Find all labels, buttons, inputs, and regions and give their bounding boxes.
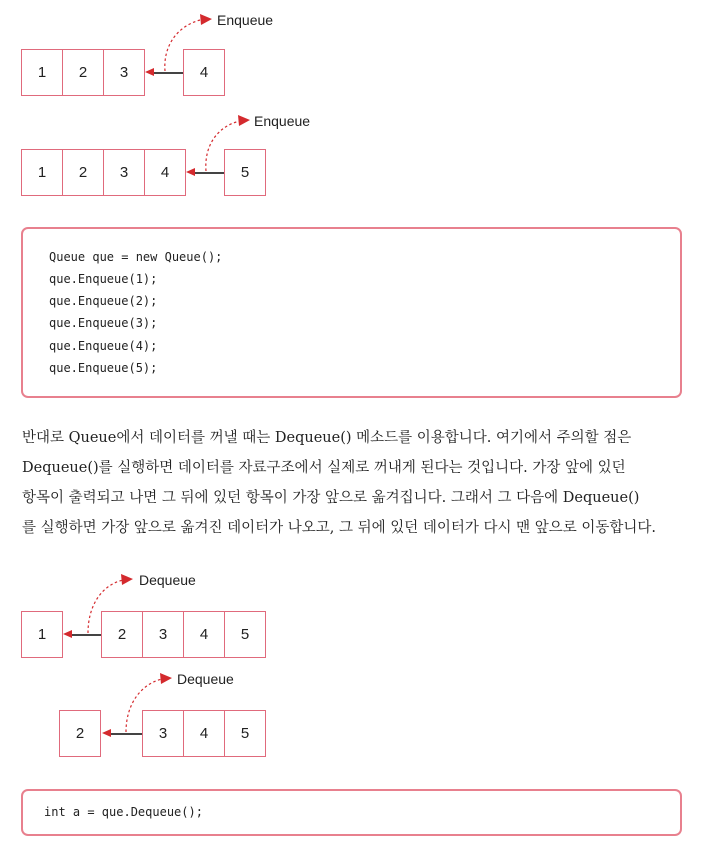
queue-cell: 4 [183, 710, 225, 757]
queue-cell: 2 [62, 149, 104, 196]
code-line: Queue que = new Queue(); [49, 250, 223, 264]
queue-cell: 1 [21, 49, 63, 96]
code-line: que.Enqueue(4); [49, 339, 158, 353]
incoming-cell: 5 [224, 149, 266, 196]
queue-cell: 3 [103, 149, 145, 196]
code-block-dequeue [21, 789, 682, 836]
queue-cell: 2 [101, 611, 143, 658]
queue-cell: 4 [183, 611, 225, 658]
code-line: que.Enqueue(1); [49, 272, 158, 286]
queue-cell: 5 [224, 611, 266, 658]
queue-cell: 3 [103, 49, 145, 96]
paragraph-line: Dequeue()를 실행하면 데이터를 자료구조에서 실제로 꺼내게 된다는 것입니다. 가장 앞에 있던 [22, 460, 626, 476]
outgoing-cell: 2 [59, 710, 101, 757]
paragraph-line: 항목이 출력되고 나면 그 뒤에 있던 항목이 가장 앞으로 옮겨집니다. 그래서 그 다음에 Dequeue() [22, 490, 640, 506]
code-line: que.Enqueue(3); [49, 316, 158, 330]
dequeue-label: Dequeue [139, 572, 196, 588]
outgoing-cell: 1 [21, 611, 63, 658]
enqueue-label: Enqueue [254, 113, 311, 129]
queue-cell: 3 [142, 611, 184, 658]
queue-cell: 5 [224, 710, 266, 757]
paragraph-line: 를 실행하면 가장 앞으로 옮겨진 데이터가 나오고, 그 뒤에 있던 데이터가 다시 맨 앞으로 이동합니다. [22, 520, 657, 536]
dequeue-label: Dequeue [177, 671, 234, 687]
code-line: int a = que.Dequeue(); [44, 805, 203, 819]
code-line: que.Enqueue(5); [49, 361, 158, 375]
queue-cell: 4 [144, 149, 186, 196]
code-line: que.Enqueue(2); [49, 294, 158, 308]
queue-cell: 1 [21, 149, 63, 196]
queue-cell: 3 [142, 710, 184, 757]
queue-cell: 2 [62, 49, 104, 96]
paragraph-line: 반대로 Queue에서 데이터를 꺼낼 때는 Dequeue() 메소드를 이용합니다. 여기에서 주의할 점은 [22, 430, 632, 446]
incoming-cell: 4 [183, 49, 225, 96]
enqueue-label: Enqueue [217, 12, 274, 28]
